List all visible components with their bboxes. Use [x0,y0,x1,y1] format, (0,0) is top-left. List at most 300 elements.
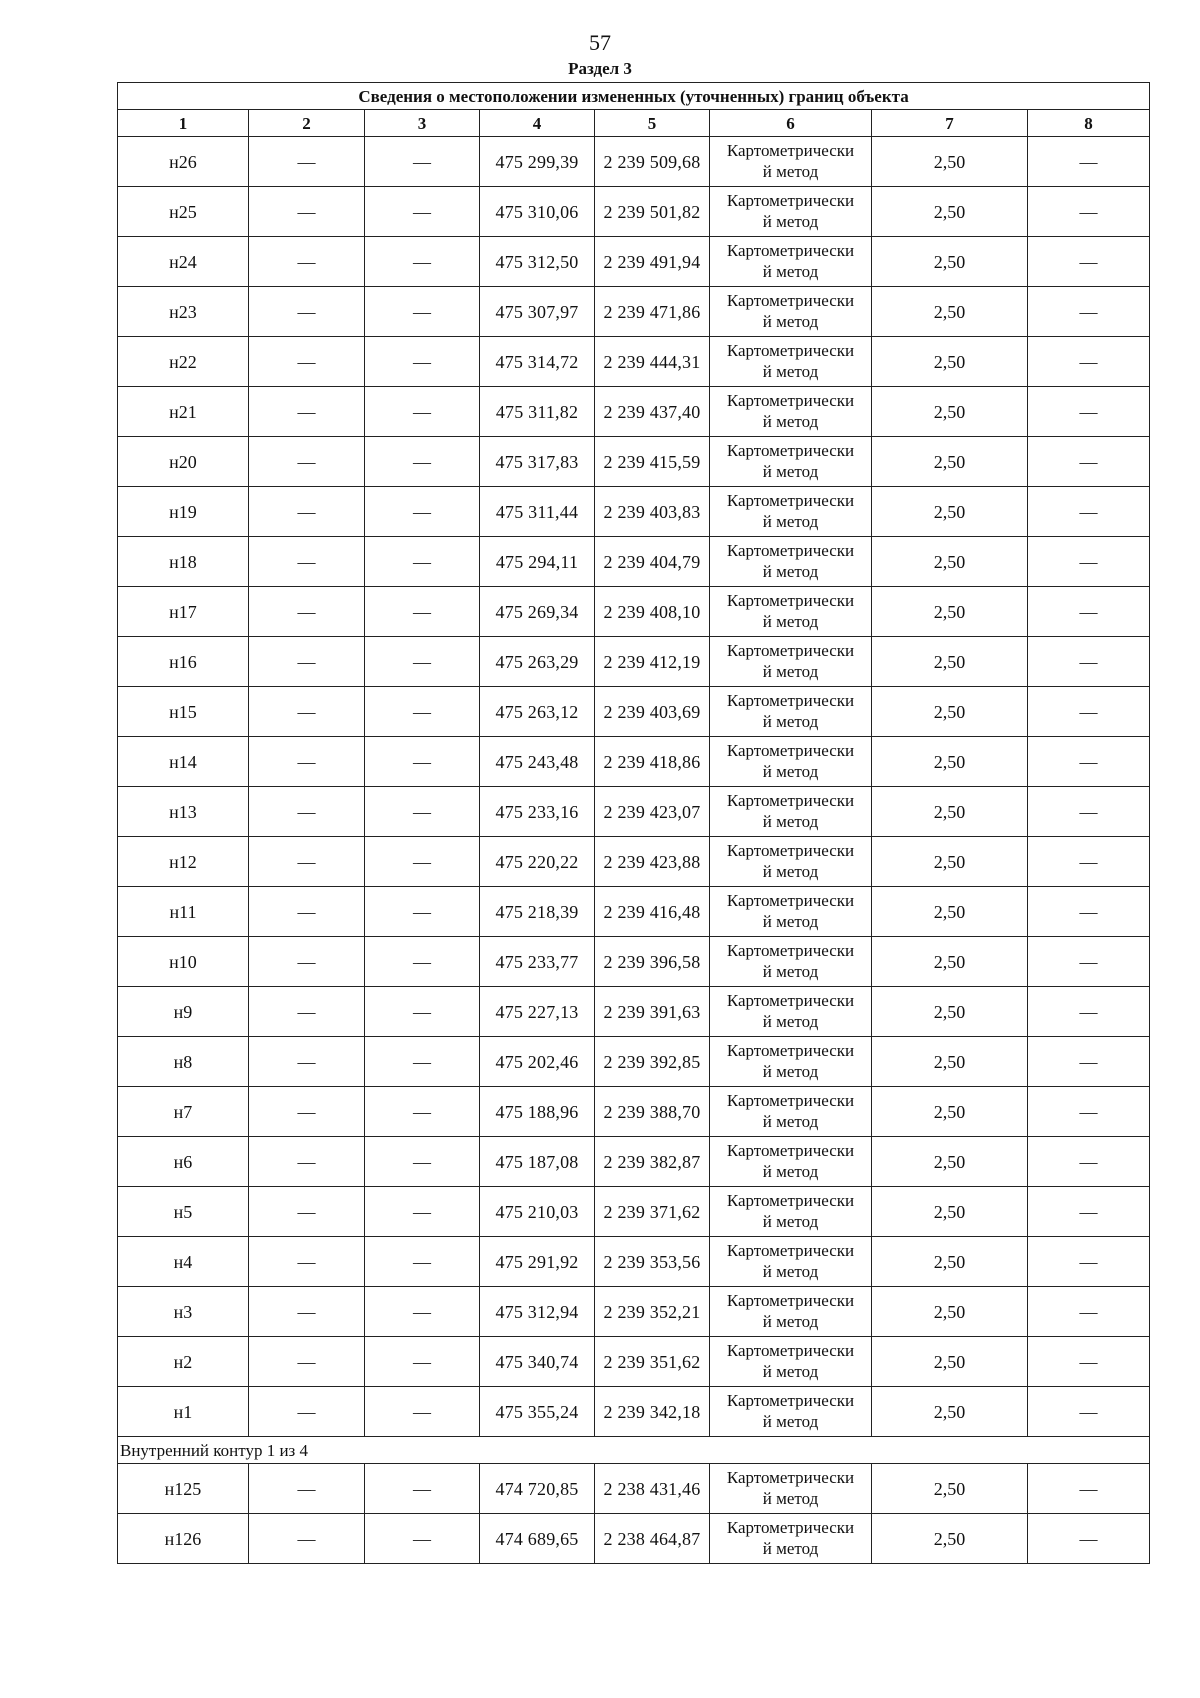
coordinate-x: 475 299,39 [480,137,595,187]
method-line-2: й метод [762,861,819,881]
col2-value: — [249,787,365,837]
col2-value: — [249,937,365,987]
col3-value: — [365,337,480,387]
col3-value: — [365,887,480,937]
method-cell [710,1037,872,1087]
method-cell [710,1087,872,1137]
point-id: н25 [118,187,249,237]
coordinate-x: 475 233,77 [480,937,595,987]
col8-value: — [1028,587,1150,637]
point-id: н1 [118,1387,249,1437]
method-line-2: й метод [762,761,819,781]
method-line-2: й метод [762,1161,819,1181]
method-line-2: й метод [762,461,819,481]
col8-value: — [1028,1464,1150,1514]
coordinate-y: 2 239 491,94 [595,237,710,287]
coordinate-x: 475 307,97 [480,287,595,337]
col2-value: — [249,987,365,1037]
method-cell [710,987,872,1037]
method-line-1: Картометрически [726,691,855,711]
method-line-1: Картометрически [726,1341,855,1361]
coordinate-x: 475 314,72 [480,337,595,387]
col2-value: — [249,187,365,237]
col2-value: — [249,387,365,437]
coordinate-x: 474 720,85 [480,1464,595,1514]
table-row [118,687,1150,737]
method-cell [710,937,872,987]
col8-value: — [1028,1387,1150,1437]
method-line-1: Картометрически [726,741,855,761]
coordinate-y: 2 239 388,70 [595,1087,710,1137]
accuracy-value: 2,50 [872,337,1028,387]
method-line-1: Картометрически [726,491,855,511]
table-row [118,437,1150,487]
coordinate-y: 2 239 415,59 [595,437,710,487]
point-id: н14 [118,737,249,787]
point-id: н15 [118,687,249,737]
col8-value: — [1028,487,1150,537]
table-row [118,887,1150,937]
table-body [118,137,1150,1564]
method-line-1: Картометрически [726,1141,855,1161]
method-line-2: й метод [762,311,819,331]
coordinate-y: 2 239 423,07 [595,787,710,837]
accuracy-value: 2,50 [872,987,1028,1037]
column-number-4: 4 [480,110,595,137]
table-row [118,237,1150,287]
accuracy-value: 2,50 [872,737,1028,787]
method-line-2: й метод [762,1311,819,1331]
table-row [118,187,1150,237]
col2-value: — [249,1514,365,1564]
column-number-row [118,110,1150,137]
col8-value: — [1028,887,1150,937]
method-line-2: й метод [762,661,819,681]
accuracy-value: 2,50 [872,1287,1028,1337]
method-cell [710,287,872,337]
accuracy-value: 2,50 [872,837,1028,887]
accuracy-value: 2,50 [872,437,1028,487]
table-row [118,1514,1150,1564]
method-line-2: й метод [762,811,819,831]
method-line-2: й метод [762,1361,819,1381]
table-row [118,1187,1150,1237]
col8-value: — [1028,187,1150,237]
method-line-2: й метод [762,411,819,431]
col2-value: — [249,1464,365,1514]
method-line-1: Картометрически [726,1241,855,1261]
method-line-1: Картометрически [726,141,855,161]
col3-value: — [365,137,480,187]
col2-value: — [249,1387,365,1437]
method-cell [710,887,872,937]
col3-value: — [365,1237,480,1287]
method-line-2: й метод [762,711,819,731]
method-cell [710,737,872,787]
accuracy-value: 2,50 [872,637,1028,687]
method-cell [710,1387,872,1437]
contour-group-row [118,1437,1150,1464]
coordinate-y: 2 239 403,83 [595,487,710,537]
coordinate-x: 475 187,08 [480,1137,595,1187]
point-id: н11 [118,887,249,937]
point-id: н13 [118,787,249,837]
col2-value: — [249,537,365,587]
col2-value: — [249,687,365,737]
table-row [118,987,1150,1037]
coordinate-y: 2 239 342,18 [595,1387,710,1437]
col2-value: — [249,1137,365,1187]
point-id: н19 [118,487,249,537]
col8-value: — [1028,137,1150,187]
point-id: н12 [118,837,249,887]
coordinate-y: 2 239 352,21 [595,1287,710,1337]
coordinate-y: 2 239 392,85 [595,1037,710,1087]
accuracy-value: 2,50 [872,937,1028,987]
method-line-2: й метод [762,961,819,981]
table-row [118,1287,1150,1337]
coordinate-y: 2 239 371,62 [595,1187,710,1237]
col3-value: — [365,1037,480,1087]
method-line-2: й метод [762,1061,819,1081]
table-row [118,387,1150,437]
col3-value: — [365,687,480,737]
col3-value: — [365,487,480,537]
method-line-2: й метод [762,261,819,281]
coordinate-y: 2 239 403,69 [595,687,710,737]
method-cell [710,437,872,487]
col2-value: — [249,1087,365,1137]
accuracy-value: 2,50 [872,237,1028,287]
coordinate-x: 475 317,83 [480,437,595,487]
method-line-2: й метод [762,561,819,581]
col8-value: — [1028,237,1150,287]
point-id: н2 [118,1337,249,1387]
col8-value: — [1028,337,1150,387]
method-line-1: Картометрически [726,391,855,411]
method-cell [710,387,872,437]
method-cell [710,337,872,387]
method-line-1: Картометрически [726,1391,855,1411]
coordinate-x: 475 227,13 [480,987,595,1037]
point-id: н3 [118,1287,249,1337]
accuracy-value: 2,50 [872,1514,1028,1564]
col3-value: — [365,1387,480,1437]
method-line-1: Картометрически [726,641,855,661]
point-id: н9 [118,987,249,1037]
table-row [118,837,1150,887]
method-line-2: й метод [762,161,819,181]
col8-value: — [1028,1287,1150,1337]
col2-value: — [249,1037,365,1087]
column-number-5: 5 [595,110,710,137]
coordinate-x: 475 355,24 [480,1387,595,1437]
method-line-1: Картометрически [726,1468,855,1488]
coordinate-x: 474 689,65 [480,1514,595,1564]
accuracy-value: 2,50 [872,787,1028,837]
point-id: н26 [118,137,249,187]
coordinate-x: 475 310,06 [480,187,595,237]
col3-value: — [365,437,480,487]
point-id: н10 [118,937,249,987]
method-line-1: Картометрически [726,891,855,911]
method-cell [710,1514,872,1564]
coordinate-y: 2 239 404,79 [595,537,710,587]
coordinate-y: 2 239 396,58 [595,937,710,987]
col3-value: — [365,1514,480,1564]
method-line-1: Картометрически [726,341,855,361]
method-line-1: Картометрически [726,1518,855,1538]
col8-value: — [1028,987,1150,1037]
coordinate-y: 2 239 423,88 [595,837,710,887]
table-row [118,1387,1150,1437]
coordinate-x: 475 210,03 [480,1187,595,1237]
method-line-2: й метод [762,911,819,931]
col2-value: — [249,637,365,687]
col3-value: — [365,937,480,987]
method-line-1: Картометрически [726,441,855,461]
table-row [118,137,1150,187]
accuracy-value: 2,50 [872,1187,1028,1237]
method-cell [710,187,872,237]
col8-value: — [1028,537,1150,587]
col3-value: — [365,387,480,437]
table-row [118,1237,1150,1287]
method-line-1: Картометрически [726,1291,855,1311]
method-cell [710,687,872,737]
coordinate-y: 2 239 509,68 [595,137,710,187]
coordinate-x: 475 263,12 [480,687,595,737]
coordinate-x: 475 263,29 [480,637,595,687]
accuracy-value: 2,50 [872,1237,1028,1287]
col3-value: — [365,787,480,837]
coordinate-y: 2 239 412,19 [595,637,710,687]
method-cell [710,237,872,287]
method-line-1: Картометрически [726,841,855,861]
accuracy-value: 2,50 [872,1337,1028,1387]
coordinate-y: 2 238 464,87 [595,1514,710,1564]
point-id: н5 [118,1187,249,1237]
col3-value: — [365,187,480,237]
method-line-1: Картометрически [726,1091,855,1111]
accuracy-value: 2,50 [872,687,1028,737]
point-id: н8 [118,1037,249,1087]
method-line-1: Картометрически [726,1191,855,1211]
table-row [118,537,1150,587]
table-row [118,637,1150,687]
method-line-1: Картометрически [726,1041,855,1061]
table-row [118,1337,1150,1387]
col8-value: — [1028,1037,1150,1087]
accuracy-value: 2,50 [872,887,1028,937]
col2-value: — [249,137,365,187]
col2-value: — [249,437,365,487]
section-title: Раздел 3 [568,59,632,78]
coordinate-x: 475 269,34 [480,587,595,637]
method-line-1: Картометрически [726,191,855,211]
method-line-1: Картометрически [726,541,855,561]
table-row [118,1464,1150,1514]
col8-value: — [1028,1087,1150,1137]
col8-value: — [1028,1237,1150,1287]
coordinate-x: 475 311,44 [480,487,595,537]
accuracy-value: 2,50 [872,1137,1028,1187]
col2-value: — [249,1337,365,1387]
method-line-2: й метод [762,611,819,631]
col8-value: — [1028,1337,1150,1387]
col2-value: — [249,287,365,337]
coordinate-x: 475 312,94 [480,1287,595,1337]
col3-value: — [365,537,480,587]
method-cell [710,1237,872,1287]
table-title: Сведения о местоположении измененных (уточненных) границ объекта [118,83,1150,110]
method-line-1: Картометрически [726,791,855,811]
method-cell [710,537,872,587]
accuracy-value: 2,50 [872,187,1028,237]
col2-value: — [249,737,365,787]
accuracy-value: 2,50 [872,1387,1028,1437]
method-line-2: й метод [762,511,819,531]
accuracy-value: 2,50 [872,387,1028,437]
method-line-2: й метод [762,1011,819,1031]
point-id: н20 [118,437,249,487]
method-line-2: й метод [762,1261,819,1281]
accuracy-value: 2,50 [872,587,1028,637]
col8-value: — [1028,787,1150,837]
point-id: н23 [118,287,249,337]
point-id: н22 [118,337,249,387]
method-line-2: й метод [762,1411,819,1431]
point-id: н21 [118,387,249,437]
col8-value: — [1028,1187,1150,1237]
column-number-3: 3 [365,110,480,137]
table-row [118,1037,1150,1087]
coordinate-x: 475 312,50 [480,237,595,287]
col8-value: — [1028,637,1150,687]
col2-value: — [249,1287,365,1337]
col3-value: — [365,1187,480,1237]
point-id: н125 [118,1464,249,1514]
coordinate-x: 475 243,48 [480,737,595,787]
col8-value: — [1028,387,1150,437]
method-cell [710,1187,872,1237]
accuracy-value: 2,50 [872,487,1028,537]
col3-value: — [365,1464,480,1514]
col8-value: — [1028,937,1150,987]
table-row [118,737,1150,787]
col3-value: — [365,987,480,1037]
col8-value: — [1028,737,1150,787]
table-row [118,1137,1150,1187]
col8-value: — [1028,837,1150,887]
point-id: н16 [118,637,249,687]
col2-value: — [249,587,365,637]
coordinate-y: 2 239 382,87 [595,1137,710,1187]
point-id: н6 [118,1137,249,1187]
point-id: н24 [118,237,249,287]
method-cell [710,787,872,837]
column-number-6: 6 [710,110,872,137]
coordinate-x: 475 340,74 [480,1337,595,1387]
coordinate-y: 2 239 351,62 [595,1337,710,1387]
method-cell [710,587,872,637]
accuracy-value: 2,50 [872,537,1028,587]
table-row [118,487,1150,537]
method-line-1: Картометрически [726,591,855,611]
table-row [118,287,1150,337]
col2-value: — [249,837,365,887]
table-row [118,587,1150,637]
col3-value: — [365,1087,480,1137]
method-line-1: Картометрически [726,241,855,261]
coordinate-y: 2 239 353,56 [595,1237,710,1287]
col3-value: — [365,1287,480,1337]
point-id: н7 [118,1087,249,1137]
coordinate-x: 475 220,22 [480,837,595,887]
coordinate-x: 475 202,46 [480,1037,595,1087]
method-cell [710,137,872,187]
col8-value: — [1028,1137,1150,1187]
col8-value: — [1028,1514,1150,1564]
coordinate-y: 2 239 408,10 [595,587,710,637]
coordinate-y: 2 239 471,86 [595,287,710,337]
accuracy-value: 2,50 [872,1464,1028,1514]
column-number-8: 8 [1028,110,1150,137]
col3-value: — [365,1137,480,1187]
method-line-2: й метод [762,1211,819,1231]
method-line-1: Картометрически [726,991,855,1011]
col2-value: — [249,1187,365,1237]
boundary-coordinates-table [117,82,1150,1564]
table-row [118,1087,1150,1137]
col3-value: — [365,737,480,787]
col8-value: — [1028,687,1150,737]
point-id: н18 [118,537,249,587]
accuracy-value: 2,50 [872,137,1028,187]
method-line-2: й метод [762,1538,819,1558]
col2-value: — [249,887,365,937]
col3-value: — [365,237,480,287]
col3-value: — [365,637,480,687]
coordinate-x: 475 291,92 [480,1237,595,1287]
col3-value: — [365,837,480,887]
method-cell [710,1137,872,1187]
contour-group-label: Внутренний контур 1 из 4 [118,1437,1150,1464]
col3-value: — [365,287,480,337]
method-line-1: Картометрически [726,941,855,961]
col3-value: — [365,587,480,637]
coordinate-y: 2 238 431,46 [595,1464,710,1514]
coordinate-y: 2 239 391,63 [595,987,710,1037]
coordinate-y: 2 239 437,40 [595,387,710,437]
table-row [118,937,1150,987]
method-line-2: й метод [762,211,819,231]
method-cell [710,1337,872,1387]
coordinate-x: 475 218,39 [480,887,595,937]
method-line-2: й метод [762,361,819,381]
accuracy-value: 2,50 [872,1087,1028,1137]
accuracy-value: 2,50 [872,287,1028,337]
coordinate-y: 2 239 416,48 [595,887,710,937]
coordinate-x: 475 311,82 [480,387,595,437]
method-cell [710,637,872,687]
column-number-2: 2 [249,110,365,137]
point-id: н17 [118,587,249,637]
point-id: н4 [118,1237,249,1287]
coordinate-y: 2 239 418,86 [595,737,710,787]
col2-value: — [249,237,365,287]
coordinate-y: 2 239 501,82 [595,187,710,237]
